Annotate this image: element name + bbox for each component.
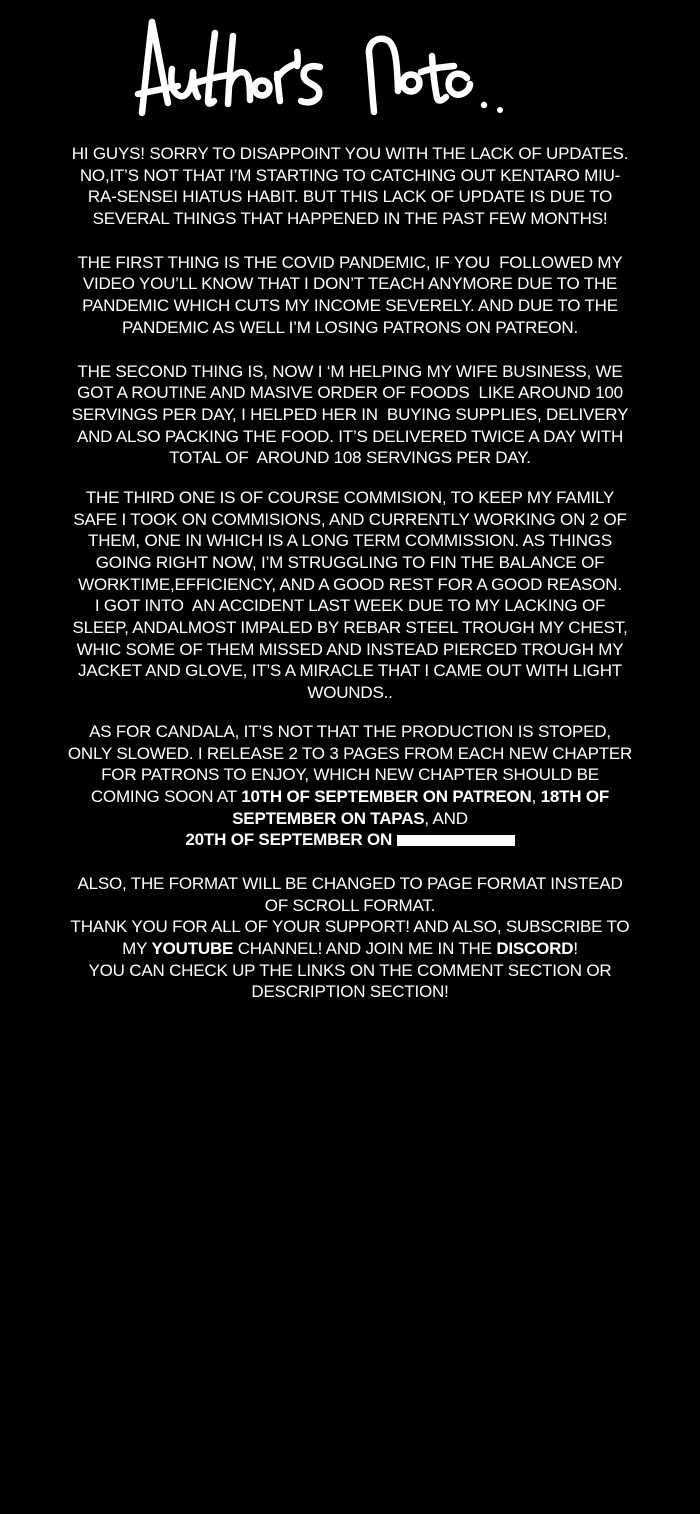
note-line — [0, 938, 700, 960]
note-line: PANDEMIC WHICH CUTS MY INCOME SEVERELY. AND DUE TO THE — [82, 296, 618, 316]
authors-note-title — [0, 0, 700, 135]
note-line: I GOT INTO AN ACCIDENT LAST WEEK DUE TO MY LACKING OF — [94, 596, 606, 616]
note-line: SEVERAL THINGS THAT HAPPENED IN THE PAST FEW MONTHS! — [92, 209, 608, 229]
letter-stroke — [142, 22, 152, 113]
note-line: VIDEO YOU’LL KNOW THAT I DON’T TEACH ANYMORE DUE TO THE — [82, 274, 618, 294]
note-line: YOU CAN CHECK UP THE LINKS ON THE COMMENT SECTION OR — [88, 960, 612, 980]
discord-mention: DISCORD — [496, 939, 574, 958]
note-line: JACKET AND GLOVE, IT’S A MIRACLE THAT I CAME OUT WITH LIGHT — [78, 661, 622, 681]
release-date-patreon: 10TH OF SEPTEMBER ON PATREON — [241, 786, 532, 806]
note-text-segment: , AND — [424, 808, 468, 828]
note-paragraph-3 — [0, 361, 700, 469]
note-line: AS FOR CANDALA, IT’S NOT THAT THE PRODUCTION IS STOPED, — [89, 721, 611, 741]
note-text-segment: ! — [573, 939, 578, 958]
note-paragraph-6 — [0, 873, 700, 1003]
note-line: TOTAL OF AROUND 108 SERVINGS PER DAY. — [169, 448, 531, 468]
note-text-segment: MY — [122, 939, 152, 958]
letter-stroke — [301, 66, 320, 102]
note-text-segment: COMING SOON AT — [90, 786, 242, 806]
note-paragraph-2 — [0, 252, 700, 339]
note-line: THANK YOU FOR ALL OF YOUR SUPPORT! AND ALSO, SUBSCRIBE TO — [70, 917, 630, 937]
note-line: THE FIRST THING IS THE COVID PANDEMIC, IF YOU FOLLOWED MY — [77, 252, 623, 272]
release-date-tapas-part2: SEPTEMBER ON TAPAS — [232, 808, 425, 828]
note-line: DESCRIPTION SECTION! — [251, 982, 449, 1002]
note-line: WOUNDS.. — [307, 683, 393, 703]
note-line: THE SECOND THING IS, NOW I ‘M HELPING MY WIFE BUSINESS, WE — [77, 361, 623, 381]
note-line: WHIC SOME OF THEM MISSED AND INSTEAD PIERCED TROUGH MY — [76, 639, 624, 659]
youtube-mention: YOUTUBE — [151, 939, 234, 958]
note-paragraph-5 — [0, 721, 700, 851]
note-line: HI GUYS! SORRY TO DISAPPOINT YOU WITH THE LACK OF UPDATES. — [71, 144, 629, 163]
letter-stroke — [449, 74, 470, 95]
letter-stroke — [229, 72, 250, 100]
note-line — [0, 808, 700, 830]
note-line: FOR PATRONS TO ENJOY, WHICH NEW CHAPTER SHOULD BE — [101, 765, 599, 785]
note-paragraph-1 — [0, 143, 700, 230]
letter-stroke — [297, 52, 298, 66]
note-line: WORKTIME,EFFICIENCY, AND A GOOD REST FOR A GOOD REASON. — [78, 574, 622, 594]
note-line — [0, 829, 700, 851]
note-line: PANDEMIC AS WELL I’M LOSING PATRONS ON PATREON. — [122, 317, 578, 337]
letter-stroke — [228, 36, 233, 104]
note-line: ONLY SLOWED. I RELEASE 2 TO 3 PAGES FROM EACH NEW CHAPTER — [67, 743, 633, 763]
letter-stroke — [432, 56, 446, 101]
note-line: GOING RIGHT NOW, I’M STRUGGLING TO FIN THE BALANCE OF — [95, 553, 605, 572]
letter-stroke — [421, 66, 454, 72]
note-line: THE THIRD ONE IS OF COURSE COMMISION, TO KEEP MY FAMILY — [85, 487, 615, 507]
title-dot — [481, 102, 487, 108]
note-paragraph-4 — [0, 487, 700, 704]
note-text-segment: CHANNEL! AND JOIN ME IN THE — [233, 939, 497, 958]
title-dot — [497, 107, 503, 113]
note-line: GOT A ROUTINE AND MASIVE ORDER OF FOODS LIKE AROUND 100 — [77, 383, 623, 403]
note-line: ALSO, THE FORMAT WILL BE CHANGED TO PAGE FORMAT INSTEAD — [77, 873, 623, 893]
release-date-tapas-part1: 18TH OF — [540, 786, 610, 806]
note-line: AND ALSO PACKING THE FOOD. IT’S DELIVERED TWICE A DAY WITH — [76, 426, 624, 446]
release-date-censored: 20TH OF SEPTEMBER ON — [185, 830, 397, 850]
note-line: RA-SENSEI HIATUS HABIT. BUT THIS LACK OF UPDATE IS DUE TO — [87, 187, 613, 207]
note-line: OF SCROLL FORMAT. — [264, 895, 436, 915]
letter-stroke — [277, 64, 296, 79]
censored-text-bar — [397, 835, 515, 846]
note-line: SLEEP, ANDALMOST IMPALED BY REBAR STEEL TROUGH MY CHEST, — [72, 618, 628, 638]
letter-stroke — [208, 33, 215, 104]
letter-stroke — [403, 75, 420, 92]
letter-stroke — [255, 81, 270, 96]
note-line: SERVINGS PER DAY, I HELPED HER IN BUYING SUPPLIES, DELIVERY — [71, 404, 629, 424]
note-line — [0, 786, 700, 808]
note-text-segment: , — [531, 786, 541, 806]
note-body — [0, 143, 700, 1003]
note-line: SAFE I TOOK ON COMMISIONS, AND CURRENTLY WORKING ON 2 OF — [73, 509, 627, 529]
note-line: THEM, ONE IN WHICH IS A LONG TERM COMMISSION. AS THINGS — [88, 531, 612, 551]
note-line: NO,IT’S NOT THAT I’M STARTING TO CATCHING OUT KENTARO MIU- — [79, 165, 621, 185]
letter-stroke — [369, 53, 374, 112]
